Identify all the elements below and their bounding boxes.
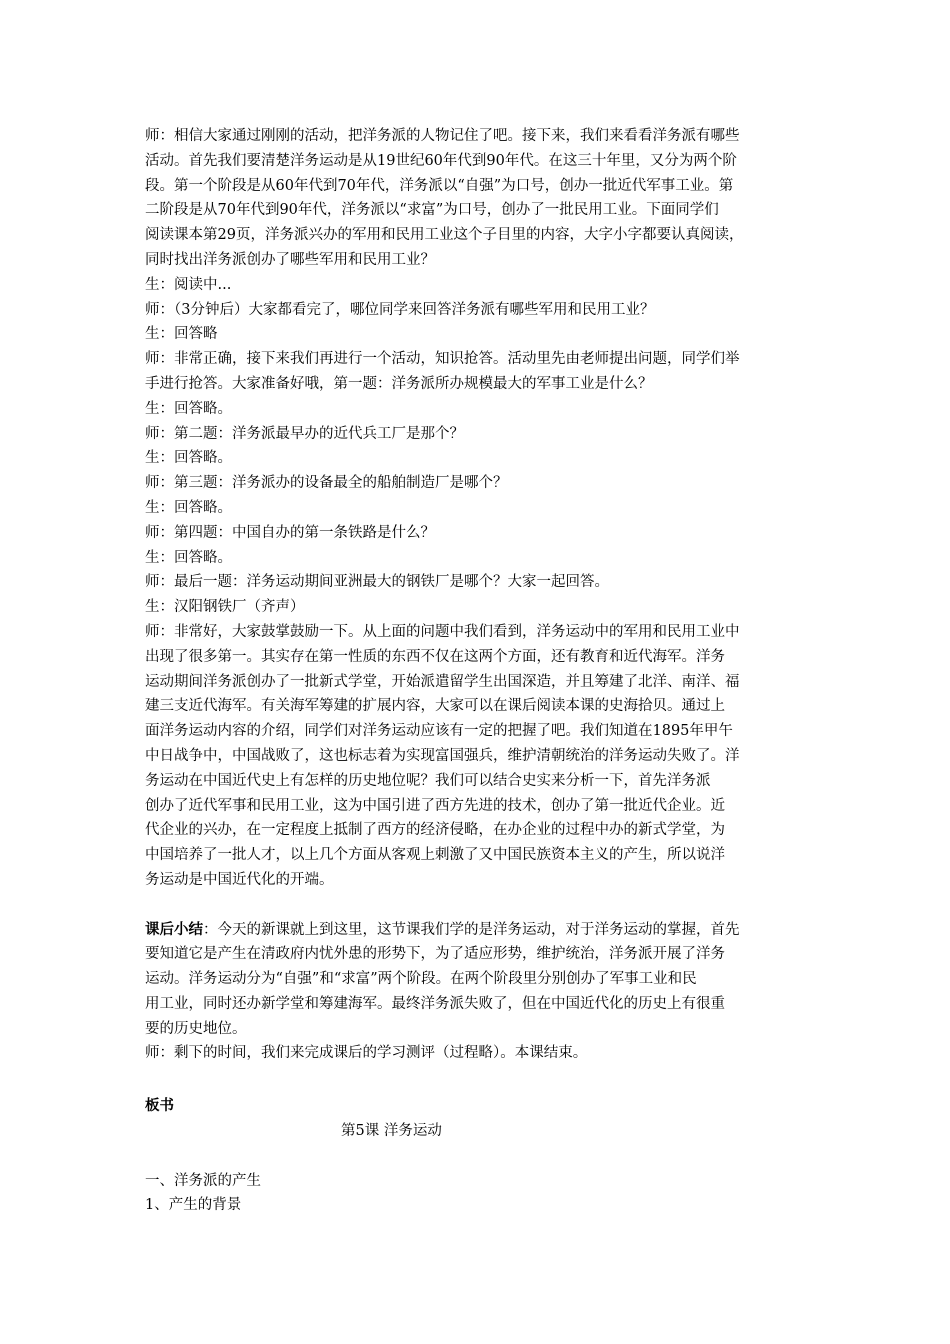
closing-line: 师：剩下的时间，我们来完成课后的学习测评（过程略）。本课结束。 xyxy=(145,1045,588,1062)
text-line: 中日战争中，中国战败了，这也标志着为实现富国强兵，维护清朝统治的洋务运动失败了。洋 xyxy=(145,747,740,764)
text-line: 面洋务运动内容的介绍，同学们对洋务运动应该有一定的把握了吧。我们知道在1895年甲午 xyxy=(145,723,733,740)
text-line: 师：（3分钟后）大家都看完了，哪位同学来回答洋务派有哪些军用和民用工业？ xyxy=(145,301,655,318)
text-line: 阅读课本第29页，洋务派兴办的军用和民用工业这个子目里的内容，大字小字都要认真阅读， xyxy=(145,227,744,244)
lesson-summary xyxy=(145,918,825,1067)
text-line: 生：汉阳钢铁厂（齐声） xyxy=(145,599,305,616)
text-line: 出现了很多第一。其实存在第一性质的东西不仅在这两个方面，还有教育和近代海军。洋务 xyxy=(145,648,725,665)
text-line: 生：回答略。 xyxy=(145,450,232,467)
summary-line: 要的历史地位。 xyxy=(145,1020,247,1037)
document-page xyxy=(145,124,825,1218)
board-title: 第5课 洋务运动 xyxy=(341,1123,442,1140)
summary-first-line xyxy=(145,918,825,943)
summary-label: 课后小结 xyxy=(145,920,203,938)
text-line: 师：第三题：洋务派办的设备最全的船舶制造厂是哪个？ xyxy=(145,475,508,492)
blackboard-section xyxy=(145,1094,825,1218)
text-line: 运动期间洋务派创办了一批新式学堂，开始派遣留学生出国深造，并且筹建了北洋、南洋、福 xyxy=(145,673,740,690)
text-line: 活动。首先我们要清楚洋务运动是从19世纪60年代到90年代。在这三十年里，又分为两个阶 xyxy=(145,152,737,169)
paragraph-spacer xyxy=(145,893,825,918)
summary-line: 运动。洋务运动分为“自强”和“求富”两个阶段。在两个阶段里分别创办了军事工业和民 xyxy=(145,971,697,988)
board-heading: 板书 xyxy=(145,1097,174,1115)
summary-line: 要知道它是产生在清政府内忧外患的形势下，为了适应形势，维护统治，洋务派开展了洋务 xyxy=(145,946,725,963)
paragraph-spacer xyxy=(145,1066,825,1094)
dialogue-section xyxy=(145,124,825,893)
text-line: 师：非常好，大家鼓掌鼓励一下。从上面的问题中我们看到，洋务运动中的军用和民用工业中 xyxy=(145,623,740,640)
board-item: 1、产生的背景 xyxy=(145,1197,242,1214)
text-line: 段。第一个阶段是从60年代到70年代，洋务派以“自强”为口号，创办一批近代军事工业。第 xyxy=(145,177,734,194)
text-line: 手进行抢答。大家准备好哦，第一题：洋务派所办规模最大的军事工业是什么？ xyxy=(145,375,653,392)
text-line: 务运动在中国近代史上有怎样的历史地位呢？我们可以结合史实来分析一下，首先洋务派 xyxy=(145,772,711,789)
text-line: 同时找出洋务派创办了哪些军用和民用工业？ xyxy=(145,251,435,268)
text-line: 师：相信大家通过刚刚的活动，把洋务派的人物记住了吧。接下来，我们来看看洋务派有哪些 xyxy=(145,128,740,144)
text-line: 中国培养了一批人才，以上几个方面从客观上刺激了又中国民族资本主义的产生，所以说洋 xyxy=(145,847,725,864)
text-line: 生：回答略 xyxy=(145,326,218,343)
text-line: 师：非常正确，接下来我们再进行一个活动，知识抢答。活动里先由老师提出问题，同学们举 xyxy=(145,351,740,368)
text-line: 生：回答略。 xyxy=(145,549,232,566)
text-line: 代企业的兴办，在一定程度上抵制了西方的经济侵略，在办企业的过程中办的新式学堂，为 xyxy=(145,822,725,839)
text-line: 师：最后一题：洋务运动期间亚洲最大的钢铁厂是哪个？大家一起回答。 xyxy=(145,574,609,591)
text-line: 生：回答略。 xyxy=(145,400,232,417)
board-item: 一、洋务派的产生 xyxy=(145,1172,261,1189)
text-line: 生：回答略。 xyxy=(145,499,232,516)
text-line: 务运动是中国近代化的开端。 xyxy=(145,871,334,888)
text-line: 二阶段是从70年代到90年代，洋务派以“求富”为口号，创办了一批民用工业。下面同学们 xyxy=(145,202,719,219)
text-line: 师：第二题：洋务派最早办的近代兵工厂是那个？ xyxy=(145,425,464,442)
summary-first-text: ：今天的新课就上到这里，这节课我们学的是洋务运动，对于洋务运动的掌握，首先 xyxy=(203,921,740,938)
text-line: 师：第四题：中国自办的第一条铁路是什么？ xyxy=(145,524,435,541)
text-line: 建三支近代海军。有关海军筹建的扩展内容，大家可以在课后阅读本课的史海拾贝。通过上 xyxy=(145,698,725,715)
text-line: 创办了近代军事和民用工业，这为中国引进了西方先进的技术，创办了第一批近代企业。近 xyxy=(145,797,725,814)
summary-line: 用工业，同时还办新学堂和筹建海军。最终洋务派失败了，但在中国近代化的历史上有很重 xyxy=(145,995,725,1012)
text-line: 生：阅读中... xyxy=(145,276,232,293)
paragraph-spacer xyxy=(145,1144,825,1169)
